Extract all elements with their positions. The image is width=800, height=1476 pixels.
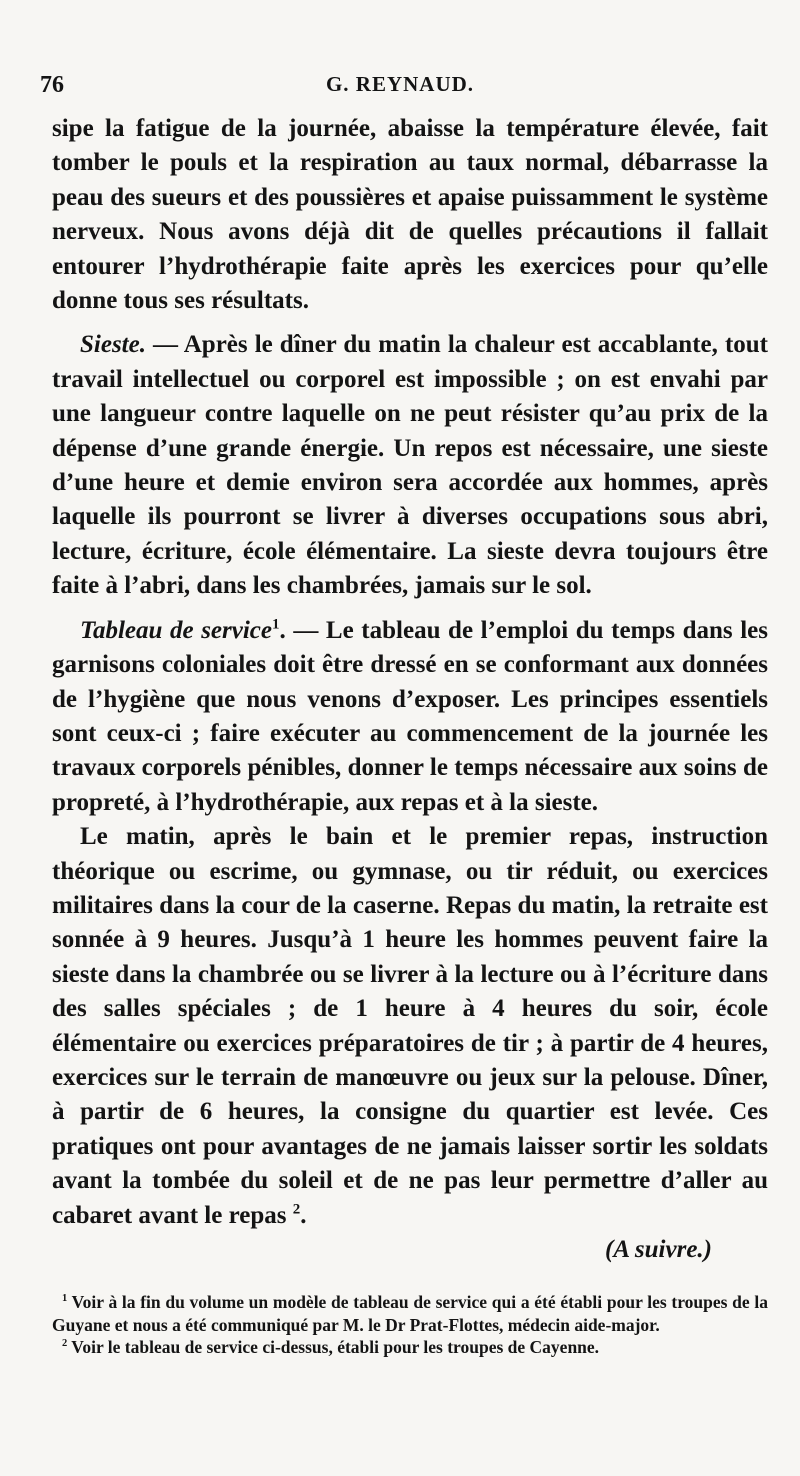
section-title-tableau: Tableau de service	[80, 616, 272, 644]
section-title-sieste: Sieste.	[80, 331, 146, 359]
footnote-text: Voir le tableau de service ci-dessus, établi pour les troupes de Cayenne.	[67, 1337, 600, 1357]
footnote-1	[52, 1291, 768, 1336]
page-number: 76	[40, 72, 64, 98]
footnote-marker: 1	[62, 1293, 68, 1305]
page-header	[40, 72, 760, 102]
paragraph-tableau	[52, 614, 768, 820]
paragraph-sieste	[52, 328, 768, 603]
paragraph-matin	[52, 820, 768, 1233]
a-suivre: (A suivre.)	[605, 1236, 712, 1263]
matin-text: Le matin, après le bain et le premier repas, instruction théorique ou escrime, ou gymnase, ou tir réduit, ou exercices militaires dans la cour de la caserne. Repas du matin, la retraite est sonnée à 9 heures. Jusqu’à 1 heure les hommes peuvent faire la sieste dans la chambrée ou se livrer à la lecture ou à l’écriture dans des salles spéciales ; de 1 heure à 4 heures du soir, école élémentaire ou exercices préparatoires de tir ; à partir de 4 heures, exercices sur le terrain de manœuvre ou jeux sur la pelouse. Dîner, à partir de 6 heures, la consigne du quartier est levée. Ces pratiques ont pour avantages de ne jamais laisser sortir les soldats avant la tombée du soleil et de ne pas leur permettre d’aller au cabaret avant le repas	[52, 823, 768, 1229]
paragraph-continuation: sipe la fatigue de la journée, abaisse la température élevée, fait tomber le pouls et la respiration au taux normal, débarrasse la peau des sueurs et des poussières et apaise puissamment le système nerveux. Nous avons déjà dit de quelles précautions il fallait entourer l’hydrothérapie faite après les exercices pour qu’elle donne tous ses résultats.	[52, 115, 768, 315]
footnotes	[52, 1291, 768, 1359]
matin-end: .	[300, 1201, 307, 1229]
footnote-text: Voir à la fin du volume un modèle de tableau de service qui a été établi pour les troupes de la Guyane et nous a été communiqué par M. le Dr Prat-Flottes, médecin aide-major.	[52, 1292, 768, 1335]
sieste-text: — Après le dîner du matin la chaleur est accablante, tout travail intellectuel ou corporel est impossible ; on est envahi par une langueur contre laquelle on ne peut résister qu’au prix de la dépense d’une grande énergie. Un repos est nécessaire, une sieste d’une heure et demie environ sera accordée aux hommes, après laquelle ils pourront se livrer à diverses occupations sous abri, lecture, écriture, école élémentaire. La sieste devra toujours être faite à l’abri, dans les chambrées, jamais sur le sol.	[52, 331, 768, 600]
body-text	[52, 112, 768, 1267]
footnote-ref-2: 2	[292, 1201, 301, 1218]
running-head: G. REYNAUD.	[325, 72, 475, 96]
footnote-marker: 2	[62, 1338, 68, 1350]
footnote-2	[52, 1336, 768, 1359]
tableau-text: . — Le tableau de l’emploi du temps dans les garnisons coloniales doit être dressé en se conformant aux données de l’hygiène que nous venons d’exposer. Les principes essentiels sont ceux-ci ; faire exécuter au commencement de la journée les travaux corporels pénibles, donner le temps nécessaire aux soins de propreté, à l’hydrothérapie, aux repas et à la sieste.	[52, 616, 768, 816]
footnote-ref-1: 1	[272, 616, 280, 633]
